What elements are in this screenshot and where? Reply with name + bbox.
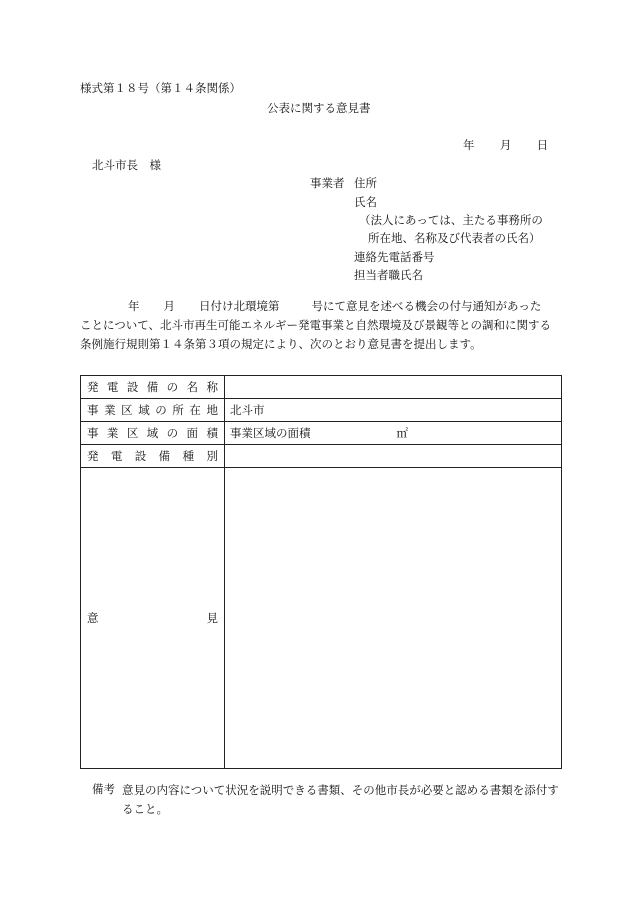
facility-name-value[interactable] xyxy=(225,376,562,399)
location-value-text: 北斗市 xyxy=(230,403,265,417)
applicant-name-label: 氏名 xyxy=(354,195,377,209)
label-char: 発 xyxy=(87,380,99,394)
project-area-label xyxy=(81,422,225,445)
table-row xyxy=(81,376,562,399)
table-row xyxy=(81,422,562,445)
facility-name-label xyxy=(81,376,225,399)
opinion-label xyxy=(81,468,225,769)
body-text1: 日付け北環境第 xyxy=(199,299,280,313)
label-char: の xyxy=(166,426,179,440)
project-location-label xyxy=(81,399,225,422)
date-day: 日 xyxy=(536,138,549,152)
applicant-corp-note-1: （法人にあっては、主たる事務所の xyxy=(359,213,543,227)
label-char: 域 xyxy=(146,426,159,440)
applicant-role: 事業者 xyxy=(310,176,345,190)
document-title: 公表に関する意見書 xyxy=(267,101,371,115)
label-char: 地 xyxy=(206,403,218,417)
body-year: 年 xyxy=(128,299,140,313)
label-char: 業 xyxy=(104,403,116,417)
label-char: 称 xyxy=(206,380,218,394)
label-char: 在 xyxy=(189,403,201,417)
date-year: 年 xyxy=(463,138,475,152)
label-char: 発 xyxy=(87,449,99,463)
label-char: 積 xyxy=(206,426,218,440)
note-text: 意見の内容について状況を説明できる書類、その他市長が必要と認める書類を添付すること。 xyxy=(122,783,559,816)
date-month: 月 xyxy=(499,138,512,152)
label-char: 電 xyxy=(106,380,119,394)
label-char: 域 xyxy=(138,403,150,417)
date-line xyxy=(463,138,548,152)
project-area-value[interactable] xyxy=(225,422,562,445)
label-char: 区 xyxy=(121,403,133,417)
table-row xyxy=(81,445,562,468)
opinion-label-left: 意 xyxy=(87,611,99,625)
label-char: 業 xyxy=(106,426,119,440)
label-char: 電 xyxy=(110,449,123,463)
label-char: 事 xyxy=(87,426,99,440)
body-paragraph xyxy=(80,297,552,354)
table-row xyxy=(81,468,562,769)
label-char: 設 xyxy=(126,380,139,394)
label-char: 別 xyxy=(206,449,218,463)
label-char: 面 xyxy=(186,426,199,440)
applicant-phone-label: 連絡先電話番号 xyxy=(354,250,435,264)
area-unit: ㎡ xyxy=(396,426,408,440)
area-value-prefix: 事業区域の面積 xyxy=(230,426,311,440)
applicant-staff-label: 担当者職氏名 xyxy=(354,268,423,282)
form-number: 様式第１８号（第１４条関係） xyxy=(80,81,241,95)
project-location-value[interactable] xyxy=(225,399,562,422)
table-row xyxy=(81,399,562,422)
applicant-address-label: 住所 xyxy=(354,176,377,190)
opinion-label-right: 見 xyxy=(206,611,218,625)
label-char: 名 xyxy=(186,380,199,394)
facility-type-label xyxy=(81,445,225,468)
opinion-value[interactable] xyxy=(225,468,562,769)
facility-type-value[interactable] xyxy=(225,445,562,468)
label-char: の xyxy=(166,380,179,394)
label-char: の xyxy=(155,403,167,417)
body-text2: 号にて意見を述べる機会の付与通知があったことについて、北斗市再生可能エネルギー発電事業と自然環境及び景観等との調和に関する条例施行規則第１４条第３項の規定により、次のとおり意見書を提出します。 xyxy=(80,299,552,351)
note-label: 備考 xyxy=(92,782,115,796)
applicant-corp-note-2: 所在地、名称及び代表者の氏名） xyxy=(368,231,541,245)
label-char: 備 xyxy=(146,380,159,394)
body-month: 月 xyxy=(163,299,175,313)
label-char: 事 xyxy=(87,403,99,417)
label-char: 備 xyxy=(158,449,171,463)
opinion-form-table xyxy=(80,375,562,769)
label-char: 種 xyxy=(182,449,195,463)
label-char: 設 xyxy=(134,449,147,463)
label-char: 所 xyxy=(172,403,184,417)
addressee: 北斗市長 様 xyxy=(92,158,161,172)
label-char: 区 xyxy=(126,426,139,440)
